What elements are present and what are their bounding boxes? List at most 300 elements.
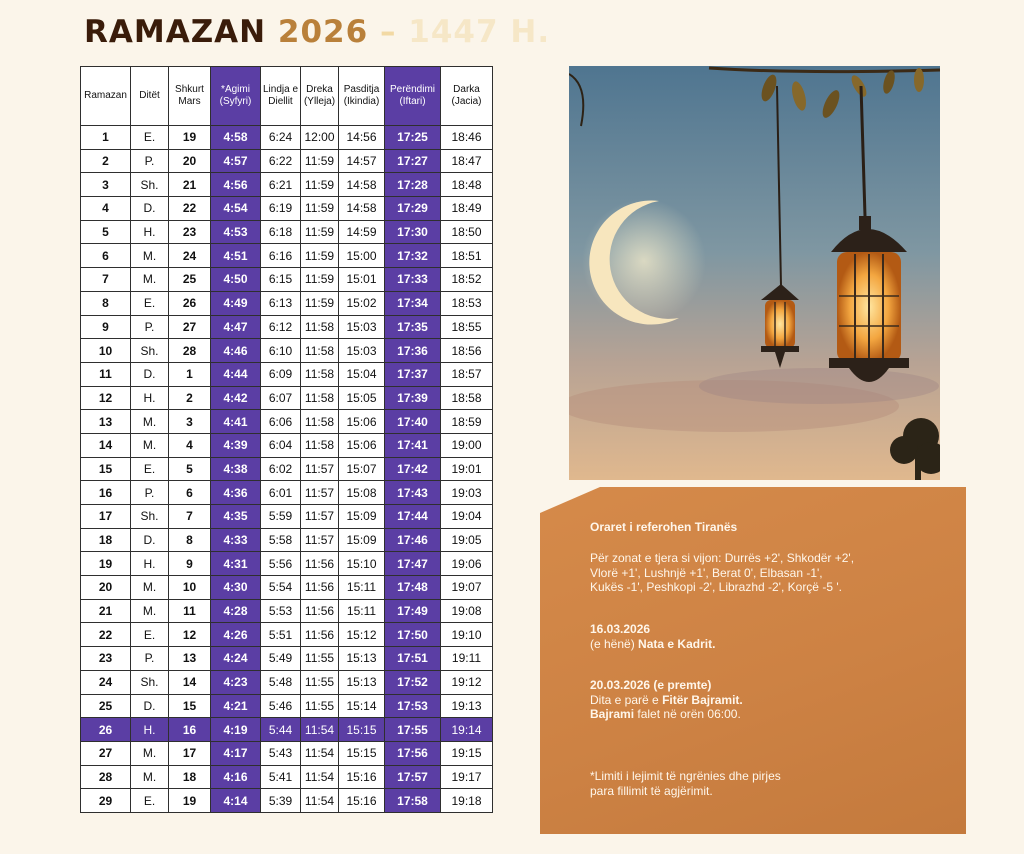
calendar-day-cell: 15 bbox=[169, 694, 211, 718]
zones-line: Kukës -1', Peshkopi -2', Librazhd -2', Korçë -5 '. bbox=[590, 580, 842, 594]
table-row bbox=[81, 149, 493, 173]
zones-line: Për zonat e tjera si vijon: Durrës +2', Shkodër +2', bbox=[590, 551, 855, 565]
calendar-day-cell: 14 bbox=[169, 670, 211, 694]
calendar-day-cell: 4 bbox=[169, 433, 211, 457]
dreka-time-cell: 11:54 bbox=[301, 789, 339, 813]
weekday-cell: P. bbox=[131, 315, 169, 339]
dreka-time-cell: 11:55 bbox=[301, 670, 339, 694]
darka-time-cell: 18:49 bbox=[441, 197, 493, 221]
calendar-day-cell: 22 bbox=[169, 197, 211, 221]
pasditja-time-cell: 14:58 bbox=[339, 173, 385, 197]
perendimi-time-cell: 17:27 bbox=[385, 149, 441, 173]
agimi-time-cell: 4:58 bbox=[211, 126, 261, 150]
dreka-time-cell: 11:58 bbox=[301, 386, 339, 410]
dreka-time-cell: 11:59 bbox=[301, 291, 339, 315]
darka-time-cell: 19:13 bbox=[441, 694, 493, 718]
pasditja-time-cell: 15:15 bbox=[339, 718, 385, 742]
day-number-cell: 16 bbox=[81, 481, 131, 505]
perendimi-time-cell: 17:53 bbox=[385, 694, 441, 718]
pasditja-time-cell: 14:58 bbox=[339, 197, 385, 221]
pasditja-time-cell: 15:06 bbox=[339, 433, 385, 457]
weekday-cell: Sh. bbox=[131, 173, 169, 197]
page-title bbox=[84, 14, 550, 50]
weekday-cell: Sh. bbox=[131, 505, 169, 529]
agimi-time-cell: 4:47 bbox=[211, 315, 261, 339]
weekday-cell: P. bbox=[131, 481, 169, 505]
dreka-time-cell: 11:58 bbox=[301, 362, 339, 386]
title-word: RAMAZAN bbox=[84, 14, 267, 50]
agimi-time-cell: 4:19 bbox=[211, 718, 261, 742]
lindja-time-cell: 6:12 bbox=[261, 315, 301, 339]
darka-time-cell: 18:57 bbox=[441, 362, 493, 386]
pasditja-time-cell: 15:03 bbox=[339, 315, 385, 339]
agimi-time-cell: 4:31 bbox=[211, 552, 261, 576]
lindja-time-cell: 6:02 bbox=[261, 457, 301, 481]
agimi-time-cell: 4:49 bbox=[211, 291, 261, 315]
agimi-time-cell: 4:24 bbox=[211, 647, 261, 671]
perendimi-time-cell: 17:33 bbox=[385, 268, 441, 292]
day-number-cell: 10 bbox=[81, 339, 131, 363]
dreka-time-cell: 11:57 bbox=[301, 528, 339, 552]
agimi-time-cell: 4:33 bbox=[211, 528, 261, 552]
lindja-time-cell: 5:46 bbox=[261, 694, 301, 718]
table-row bbox=[81, 362, 493, 386]
weekday-cell: M. bbox=[131, 765, 169, 789]
weekday-cell: Sh. bbox=[131, 339, 169, 363]
perendimi-time-cell: 17:35 bbox=[385, 315, 441, 339]
calendar-day-cell: 9 bbox=[169, 552, 211, 576]
title-year: 2026 bbox=[277, 14, 369, 50]
date-bajram: 20.03.2026 (e premte) bbox=[590, 678, 712, 692]
day-number-cell: 2 bbox=[81, 149, 131, 173]
lindja-time-cell: 5:49 bbox=[261, 647, 301, 671]
darka-time-cell: 19:12 bbox=[441, 670, 493, 694]
lindja-time-cell: 6:13 bbox=[261, 291, 301, 315]
day-number-cell: 9 bbox=[81, 315, 131, 339]
header-darka: Darka (Jacia) bbox=[441, 67, 493, 126]
weekday-cell: H. bbox=[131, 552, 169, 576]
table-row bbox=[81, 339, 493, 363]
lindja-time-cell: 5:48 bbox=[261, 670, 301, 694]
pasditja-time-cell: 15:09 bbox=[339, 505, 385, 529]
header-dreka: Dreka (Ylleja) bbox=[301, 67, 339, 126]
dreka-time-cell: 11:57 bbox=[301, 481, 339, 505]
bajram-time-text: falet në orën 06:00. bbox=[637, 707, 741, 721]
perendimi-time-cell: 17:41 bbox=[385, 433, 441, 457]
table-row bbox=[81, 647, 493, 671]
table-row bbox=[81, 694, 493, 718]
ramadan-schedule-table bbox=[80, 66, 493, 813]
day-number-cell: 11 bbox=[81, 362, 131, 386]
perendimi-time-cell: 17:36 bbox=[385, 339, 441, 363]
darka-time-cell: 18:52 bbox=[441, 268, 493, 292]
table-row bbox=[81, 126, 493, 150]
table-row bbox=[81, 220, 493, 244]
perendimi-time-cell: 17:52 bbox=[385, 670, 441, 694]
perendimi-time-cell: 17:37 bbox=[385, 362, 441, 386]
day-number-cell: 7 bbox=[81, 268, 131, 292]
day-number-cell: 18 bbox=[81, 528, 131, 552]
table-row bbox=[81, 197, 493, 221]
perendimi-time-cell: 17:51 bbox=[385, 647, 441, 671]
dreka-time-cell: 11:56 bbox=[301, 599, 339, 623]
agimi-time-cell: 4:17 bbox=[211, 741, 261, 765]
dreka-time-cell: 11:57 bbox=[301, 505, 339, 529]
day-number-cell: 27 bbox=[81, 741, 131, 765]
darka-time-cell: 18:56 bbox=[441, 339, 493, 363]
weekday-cell: M. bbox=[131, 244, 169, 268]
pasditja-time-cell: 15:03 bbox=[339, 339, 385, 363]
weekday-cell: M. bbox=[131, 433, 169, 457]
weekday-cell: D. bbox=[131, 528, 169, 552]
table-row bbox=[81, 481, 493, 505]
dreka-time-cell: 11:58 bbox=[301, 410, 339, 434]
calendar-day-cell: 17 bbox=[169, 741, 211, 765]
dreka-time-cell: 11:58 bbox=[301, 339, 339, 363]
lindja-time-cell: 5:54 bbox=[261, 576, 301, 600]
table-row bbox=[81, 623, 493, 647]
perendimi-time-cell: 17:56 bbox=[385, 741, 441, 765]
lindja-time-cell: 6:18 bbox=[261, 220, 301, 244]
darka-time-cell: 19:18 bbox=[441, 789, 493, 813]
darka-time-cell: 18:59 bbox=[441, 410, 493, 434]
header-ditet: Ditët bbox=[131, 67, 169, 126]
lindja-time-cell: 5:59 bbox=[261, 505, 301, 529]
table-row bbox=[81, 433, 493, 457]
perendimi-time-cell: 17:46 bbox=[385, 528, 441, 552]
pasditja-time-cell: 14:57 bbox=[339, 149, 385, 173]
table-row bbox=[81, 718, 493, 742]
lindja-time-cell: 6:15 bbox=[261, 268, 301, 292]
dreka-time-cell: 11:59 bbox=[301, 149, 339, 173]
perendimi-time-cell: 17:25 bbox=[385, 126, 441, 150]
header-agimi: *Agimi (Syfyri) bbox=[211, 67, 261, 126]
darka-time-cell: 18:46 bbox=[441, 126, 493, 150]
weekday-cell: M. bbox=[131, 599, 169, 623]
calendar-day-cell: 8 bbox=[169, 528, 211, 552]
bajram-note bbox=[590, 678, 930, 722]
pasditja-time-cell: 14:59 bbox=[339, 220, 385, 244]
darka-time-cell: 19:05 bbox=[441, 528, 493, 552]
perendimi-time-cell: 17:50 bbox=[385, 623, 441, 647]
perendimi-time-cell: 17:58 bbox=[385, 789, 441, 813]
weekday-cell: E. bbox=[131, 126, 169, 150]
table-body bbox=[81, 126, 493, 813]
perendimi-time-cell: 17:34 bbox=[385, 291, 441, 315]
agimi-time-cell: 4:38 bbox=[211, 457, 261, 481]
weekday-cell: H. bbox=[131, 718, 169, 742]
darka-time-cell: 19:17 bbox=[441, 765, 493, 789]
day-number-cell: 21 bbox=[81, 599, 131, 623]
calendar-day-cell: 19 bbox=[169, 126, 211, 150]
bajram-word: Bajrami bbox=[590, 707, 635, 721]
lindja-time-cell: 6:06 bbox=[261, 410, 301, 434]
calendar-day-cell: 11 bbox=[169, 599, 211, 623]
table-row bbox=[81, 268, 493, 292]
table-row bbox=[81, 670, 493, 694]
perendimi-time-cell: 17:49 bbox=[385, 599, 441, 623]
calendar-day-cell: 24 bbox=[169, 244, 211, 268]
panel-corner-notch bbox=[540, 487, 600, 513]
pasditja-time-cell: 15:13 bbox=[339, 670, 385, 694]
calendar-day-cell: 5 bbox=[169, 457, 211, 481]
dreka-time-cell: 11:59 bbox=[301, 268, 339, 292]
agimi-time-cell: 4:16 bbox=[211, 765, 261, 789]
calendar-day-cell: 25 bbox=[169, 268, 211, 292]
dreka-time-cell: 11:59 bbox=[301, 220, 339, 244]
darka-time-cell: 18:48 bbox=[441, 173, 493, 197]
perendimi-time-cell: 17:39 bbox=[385, 386, 441, 410]
kadr-night-note bbox=[590, 622, 930, 651]
pasditja-time-cell: 15:16 bbox=[339, 789, 385, 813]
day-number-cell: 28 bbox=[81, 765, 131, 789]
bajram-text: Dita e parë e bbox=[590, 692, 659, 707]
day-number-cell: 14 bbox=[81, 433, 131, 457]
bajram-title: Fitër Bajramit. bbox=[662, 692, 743, 707]
agimi-time-cell: 4:53 bbox=[211, 220, 261, 244]
dreka-time-cell: 11:59 bbox=[301, 244, 339, 268]
lindja-time-cell: 5:43 bbox=[261, 741, 301, 765]
darka-time-cell: 19:00 bbox=[441, 433, 493, 457]
perendimi-time-cell: 17:43 bbox=[385, 481, 441, 505]
pasditja-time-cell: 15:11 bbox=[339, 576, 385, 600]
perendimi-time-cell: 17:28 bbox=[385, 173, 441, 197]
perendimi-time-cell: 17:55 bbox=[385, 718, 441, 742]
agimi-time-cell: 4:50 bbox=[211, 268, 261, 292]
darka-time-cell: 19:01 bbox=[441, 457, 493, 481]
darka-time-cell: 19:06 bbox=[441, 552, 493, 576]
day-number-cell: 29 bbox=[81, 789, 131, 813]
lindja-time-cell: 5:58 bbox=[261, 528, 301, 552]
lindja-time-cell: 6:19 bbox=[261, 197, 301, 221]
darka-time-cell: 18:55 bbox=[441, 315, 493, 339]
zones-line: Vlorë +1', Lushnjë +1', Berat 0', Elbasan -1', bbox=[590, 565, 823, 580]
agimi-time-cell: 4:35 bbox=[211, 505, 261, 529]
lindja-time-cell: 6:10 bbox=[261, 339, 301, 363]
header-ramazan: Ramazan bbox=[81, 67, 131, 126]
header-shkurt-mars: Shkurt Mars bbox=[169, 67, 211, 126]
perendimi-time-cell: 17:47 bbox=[385, 552, 441, 576]
weekday-cell: H. bbox=[131, 220, 169, 244]
darka-time-cell: 19:11 bbox=[441, 647, 493, 671]
table-row bbox=[81, 410, 493, 434]
title-dash: – bbox=[380, 14, 397, 50]
calendar-day-cell: 20 bbox=[169, 149, 211, 173]
weekday-cell: P. bbox=[131, 149, 169, 173]
weekday-cell: M. bbox=[131, 576, 169, 600]
day-number-cell: 6 bbox=[81, 244, 131, 268]
pasditja-time-cell: 15:09 bbox=[339, 528, 385, 552]
pasditja-time-cell: 15:11 bbox=[339, 599, 385, 623]
day-number-cell: 24 bbox=[81, 670, 131, 694]
footnote-line: para fillimit të agjërimit. bbox=[590, 783, 713, 798]
lindja-time-cell: 5:41 bbox=[261, 765, 301, 789]
calendar-day-cell: 10 bbox=[169, 576, 211, 600]
lindja-time-cell: 6:24 bbox=[261, 126, 301, 150]
dreka-time-cell: 11:58 bbox=[301, 433, 339, 457]
dreka-time-cell: 11:57 bbox=[301, 457, 339, 481]
weekday-cell: P. bbox=[131, 647, 169, 671]
day-number-cell: 4 bbox=[81, 197, 131, 221]
darka-time-cell: 19:15 bbox=[441, 741, 493, 765]
day-number-cell: 5 bbox=[81, 220, 131, 244]
day-number-cell: 15 bbox=[81, 457, 131, 481]
table-row bbox=[81, 576, 493, 600]
calendar-day-cell: 1 bbox=[169, 362, 211, 386]
calendar-day-cell: 6 bbox=[169, 481, 211, 505]
dreka-time-cell: 11:55 bbox=[301, 694, 339, 718]
perendimi-time-cell: 17:29 bbox=[385, 197, 441, 221]
header-perendimi: Perëndimi (Iftari) bbox=[385, 67, 441, 126]
calendar-day-cell: 21 bbox=[169, 173, 211, 197]
table-row bbox=[81, 765, 493, 789]
pasditja-time-cell: 15:08 bbox=[339, 481, 385, 505]
lindja-time-cell: 5:56 bbox=[261, 552, 301, 576]
lindja-time-cell: 6:16 bbox=[261, 244, 301, 268]
pasditja-time-cell: 15:01 bbox=[339, 268, 385, 292]
pasditja-time-cell: 15:12 bbox=[339, 623, 385, 647]
agimi-time-cell: 4:42 bbox=[211, 386, 261, 410]
date-kadr: 16.03.2026 bbox=[590, 622, 651, 636]
day-number-cell: 3 bbox=[81, 173, 131, 197]
footnote bbox=[590, 769, 930, 798]
footnote-line: *Limiti i lejimit të ngrënies dhe pirjes bbox=[590, 769, 781, 783]
day-number-cell: 22 bbox=[81, 623, 131, 647]
pasditja-time-cell: 15:00 bbox=[339, 244, 385, 268]
dreka-time-cell: 11:54 bbox=[301, 741, 339, 765]
lindja-time-cell: 5:51 bbox=[261, 623, 301, 647]
agimi-time-cell: 4:56 bbox=[211, 173, 261, 197]
darka-time-cell: 19:14 bbox=[441, 718, 493, 742]
darka-time-cell: 19:03 bbox=[441, 481, 493, 505]
darka-time-cell: 19:08 bbox=[441, 599, 493, 623]
calendar-day-cell: 23 bbox=[169, 220, 211, 244]
table-row bbox=[81, 291, 493, 315]
perendimi-time-cell: 17:57 bbox=[385, 765, 441, 789]
dreka-time-cell: 11:58 bbox=[301, 315, 339, 339]
header-lindja: Lindja e Diellit bbox=[261, 67, 301, 126]
table-header-row bbox=[81, 67, 493, 126]
darka-time-cell: 18:53 bbox=[441, 291, 493, 315]
agimi-time-cell: 4:44 bbox=[211, 362, 261, 386]
agimi-time-cell: 4:41 bbox=[211, 410, 261, 434]
table-row bbox=[81, 244, 493, 268]
dreka-time-cell: 11:56 bbox=[301, 576, 339, 600]
weekday-cell: E. bbox=[131, 457, 169, 481]
dreka-time-cell: 11:56 bbox=[301, 552, 339, 576]
dreka-time-cell: 12:00 bbox=[301, 126, 339, 150]
table-row bbox=[81, 599, 493, 623]
calendar-day-cell: 19 bbox=[169, 789, 211, 813]
pasditja-time-cell: 15:10 bbox=[339, 552, 385, 576]
header-pasditja: Pasditja (Ikindia) bbox=[339, 67, 385, 126]
table-row bbox=[81, 528, 493, 552]
dreka-time-cell: 11:59 bbox=[301, 197, 339, 221]
pasditja-time-cell: 15:14 bbox=[339, 694, 385, 718]
info-panel bbox=[540, 487, 966, 834]
pasditja-time-cell: 15:15 bbox=[339, 741, 385, 765]
darka-time-cell: 18:58 bbox=[441, 386, 493, 410]
darka-time-cell: 18:47 bbox=[441, 149, 493, 173]
weekday-cell: M. bbox=[131, 268, 169, 292]
calendar-day-cell: 27 bbox=[169, 315, 211, 339]
lindja-time-cell: 5:44 bbox=[261, 718, 301, 742]
day-number-cell: 12 bbox=[81, 386, 131, 410]
table-row bbox=[81, 457, 493, 481]
lindja-time-cell: 5:39 bbox=[261, 789, 301, 813]
calendar-day-cell: 26 bbox=[169, 291, 211, 315]
agimi-time-cell: 4:21 bbox=[211, 694, 261, 718]
dreka-time-cell: 11:54 bbox=[301, 765, 339, 789]
day-number-cell: 1 bbox=[81, 126, 131, 150]
agimi-time-cell: 4:28 bbox=[211, 599, 261, 623]
perendimi-time-cell: 17:32 bbox=[385, 244, 441, 268]
agimi-time-cell: 4:57 bbox=[211, 149, 261, 173]
perendimi-time-cell: 17:40 bbox=[385, 410, 441, 434]
weekday-cell: E. bbox=[131, 789, 169, 813]
weekday-cell: E. bbox=[131, 291, 169, 315]
ramadan-lanterns-image bbox=[569, 66, 940, 480]
agimi-time-cell: 4:23 bbox=[211, 670, 261, 694]
day-number-cell: 8 bbox=[81, 291, 131, 315]
day-number-cell: 19 bbox=[81, 552, 131, 576]
agimi-time-cell: 4:51 bbox=[211, 244, 261, 268]
weekday-cell: D. bbox=[131, 197, 169, 221]
lindja-time-cell: 6:21 bbox=[261, 173, 301, 197]
weekday-cell: M. bbox=[131, 410, 169, 434]
table-row bbox=[81, 552, 493, 576]
darka-time-cell: 19:04 bbox=[441, 505, 493, 529]
table-row bbox=[81, 789, 493, 813]
pasditja-time-cell: 15:06 bbox=[339, 410, 385, 434]
pasditja-time-cell: 15:04 bbox=[339, 362, 385, 386]
perendimi-time-cell: 17:30 bbox=[385, 220, 441, 244]
pasditja-time-cell: 14:56 bbox=[339, 126, 385, 150]
darka-time-cell: 19:07 bbox=[441, 576, 493, 600]
day-number-cell: 25 bbox=[81, 694, 131, 718]
lindja-time-cell: 6:07 bbox=[261, 386, 301, 410]
event-kadr: Nata e Kadrit. bbox=[638, 636, 716, 651]
table-row bbox=[81, 505, 493, 529]
lindja-time-cell: 6:01 bbox=[261, 481, 301, 505]
calendar-day-cell: 2 bbox=[169, 386, 211, 410]
table-row bbox=[81, 315, 493, 339]
pasditja-time-cell: 15:13 bbox=[339, 647, 385, 671]
dreka-time-cell: 11:56 bbox=[301, 623, 339, 647]
pasditja-time-cell: 15:02 bbox=[339, 291, 385, 315]
perendimi-time-cell: 17:48 bbox=[385, 576, 441, 600]
lindja-time-cell: 6:04 bbox=[261, 433, 301, 457]
perendimi-time-cell: 17:44 bbox=[385, 505, 441, 529]
calendar-day-cell: 12 bbox=[169, 623, 211, 647]
darka-time-cell: 18:50 bbox=[441, 220, 493, 244]
calendar-day-cell: 16 bbox=[169, 718, 211, 742]
perendimi-time-cell: 17:42 bbox=[385, 457, 441, 481]
info-heading: Oraret i referohen Tiranës bbox=[590, 520, 738, 534]
lindja-time-cell: 5:53 bbox=[261, 599, 301, 623]
day-number-cell: 23 bbox=[81, 647, 131, 671]
table-row bbox=[81, 386, 493, 410]
zones-text bbox=[590, 551, 930, 595]
title-hijri: 1447 H. bbox=[408, 14, 551, 50]
weekday-cell: E. bbox=[131, 623, 169, 647]
agimi-time-cell: 4:46 bbox=[211, 339, 261, 363]
weekday-cell: Sh. bbox=[131, 670, 169, 694]
darka-time-cell: 19:10 bbox=[441, 623, 493, 647]
calendar-day-cell: 13 bbox=[169, 647, 211, 671]
weekday-cell: M. bbox=[131, 741, 169, 765]
dreka-time-cell: 11:59 bbox=[301, 173, 339, 197]
